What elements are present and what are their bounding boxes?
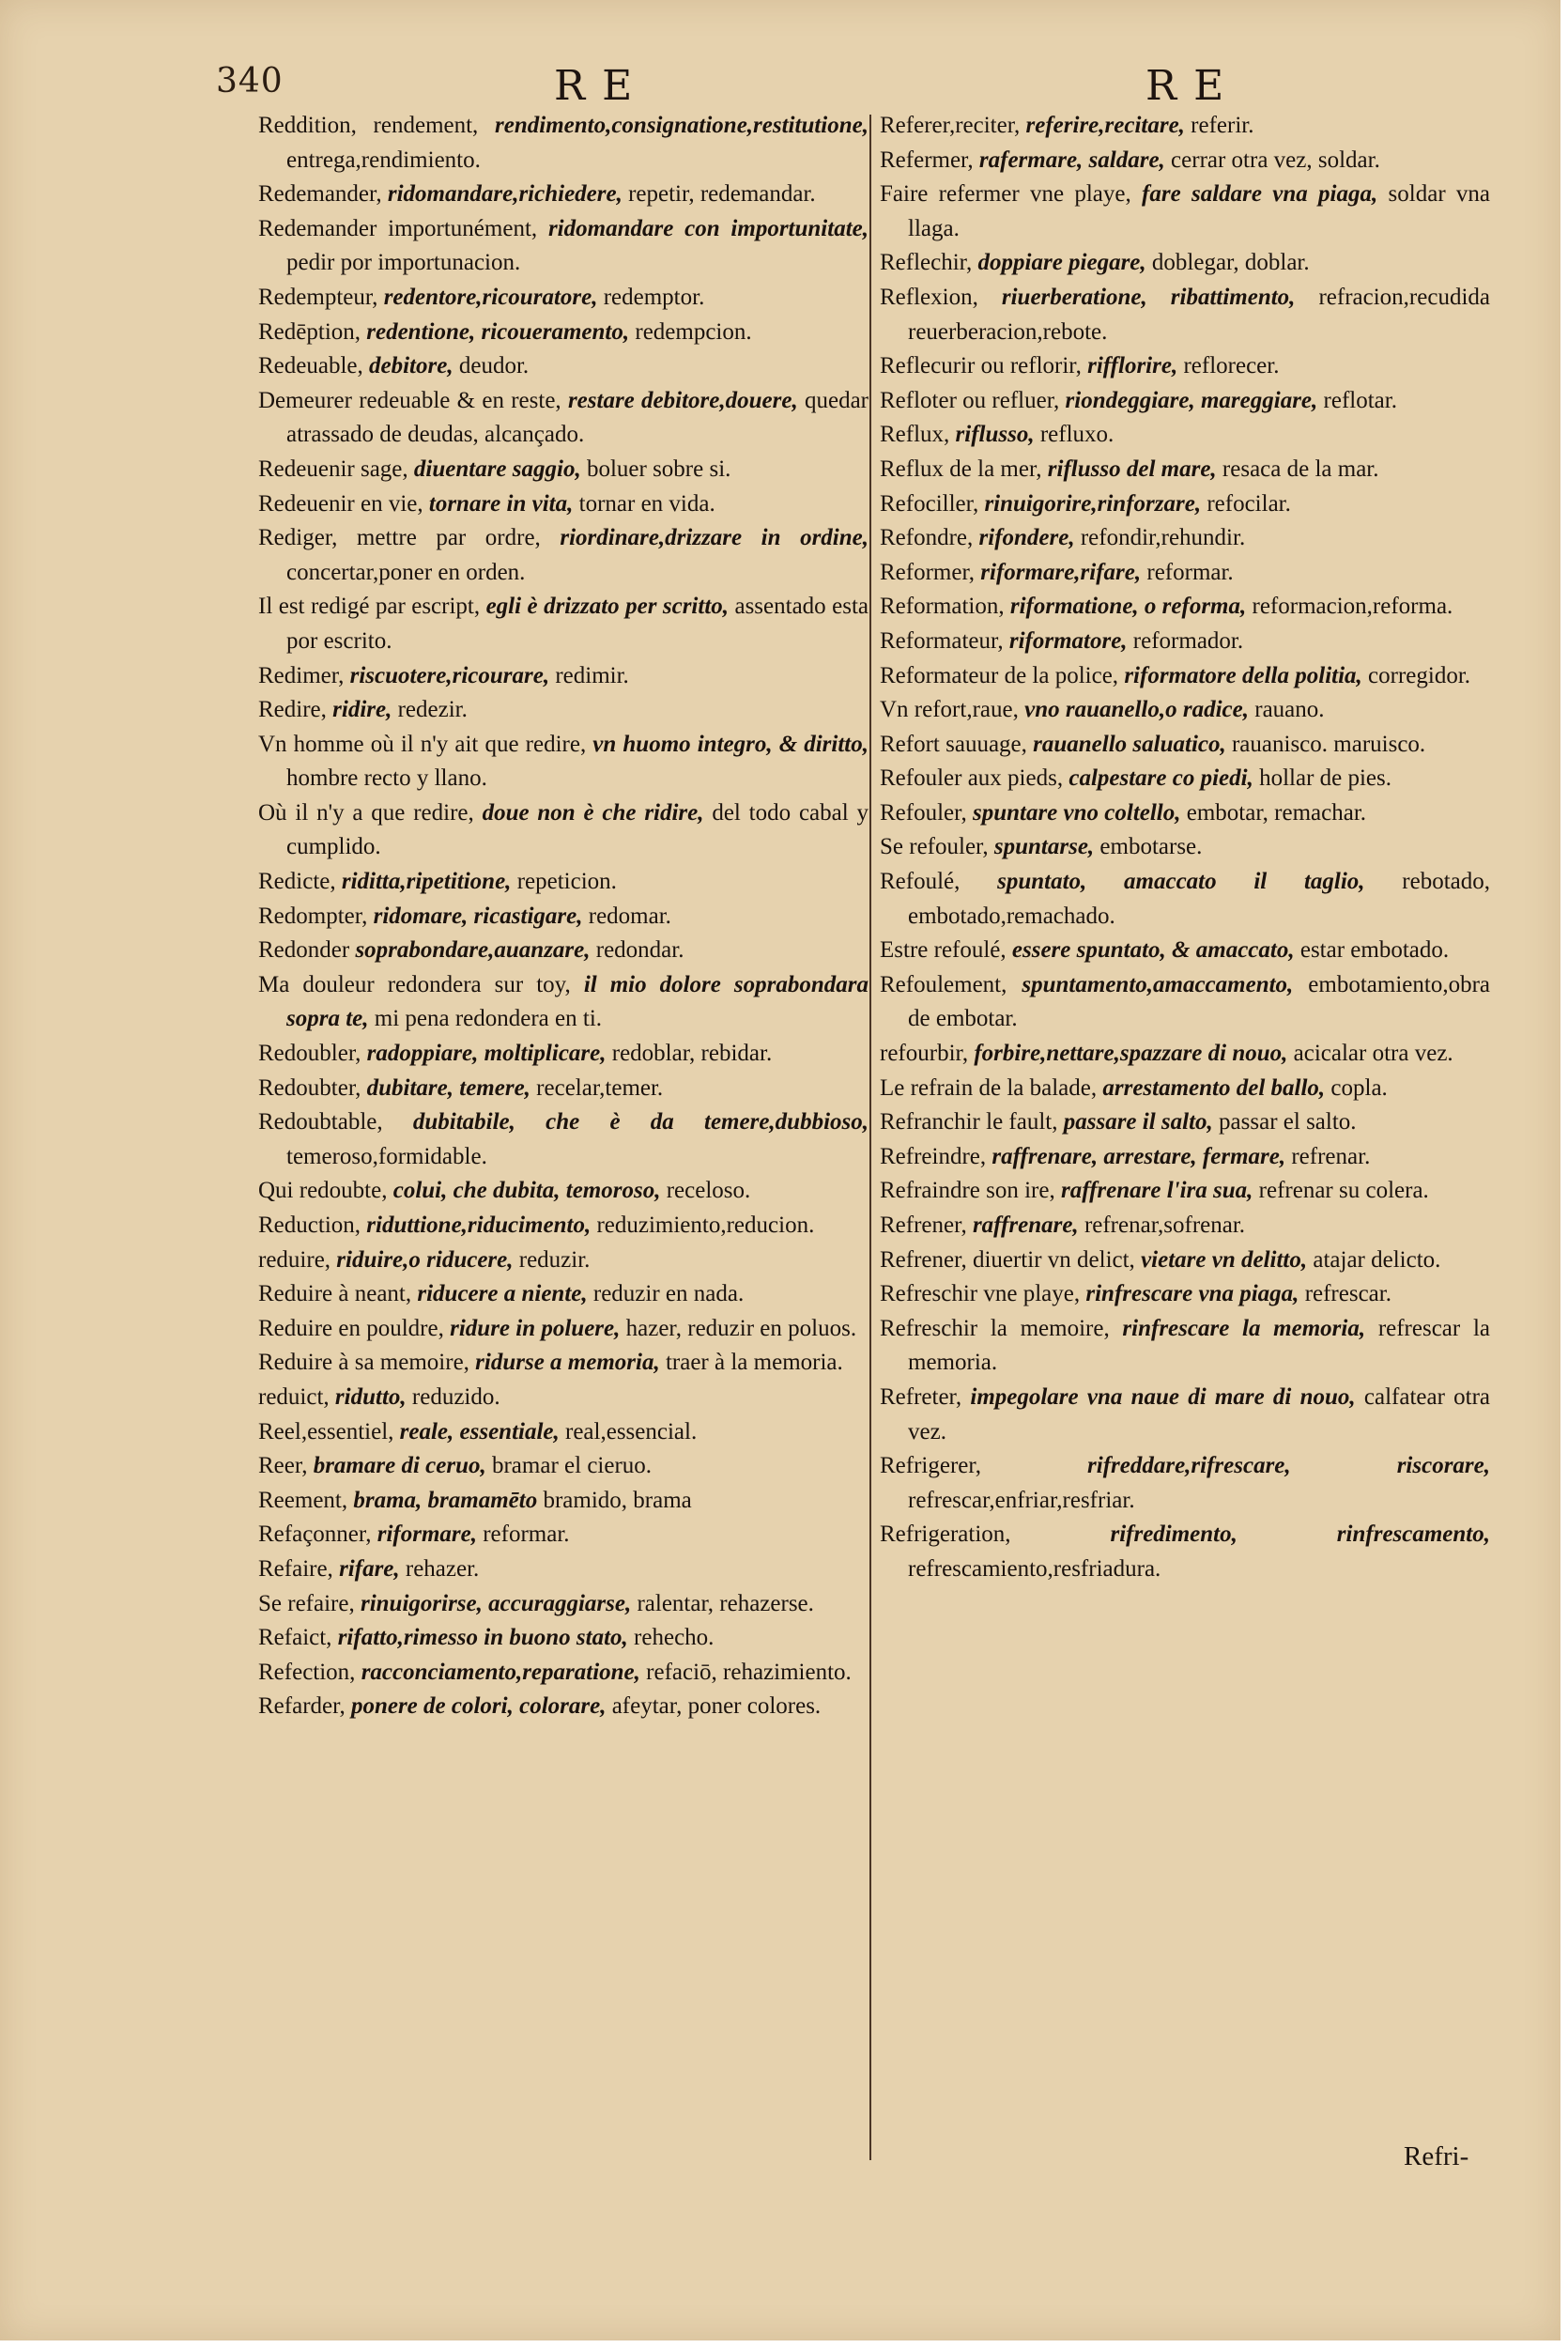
left-column (258, 109, 869, 1724)
french-headword: refourbir, (880, 1041, 969, 1067)
french-headword: Estre refoulé, (880, 937, 1007, 964)
dictionary-entry (880, 1209, 1490, 1244)
italian-equivalent: rinfrescare vna piaga, (1085, 1281, 1299, 1307)
italian-equivalent: spuntato, amaccato il taglio, (997, 869, 1365, 895)
french-headword: Refranchir le fault, (880, 1109, 1058, 1135)
spanish-equivalent: temeroso,formidable. (286, 1143, 487, 1169)
spanish-equivalent: resaca de la mar. (1222, 456, 1379, 482)
dictionary-entry (258, 316, 869, 350)
spanish-equivalent: entrega,rendimiento. (286, 147, 481, 173)
dictionary-entry (258, 1415, 869, 1450)
italian-equivalent: riflusso, (955, 422, 1035, 448)
italian-equivalent: rauanello saluatico, (1033, 731, 1226, 757)
french-headword: Refermer, (880, 147, 974, 173)
dictionary-entry (880, 625, 1490, 659)
dictionary-entry (258, 178, 869, 212)
french-headword: Redimer, (258, 662, 345, 688)
spanish-equivalent: rauanisco. maruisco. (1231, 731, 1426, 757)
french-headword: Redempteur, (258, 284, 378, 310)
italian-equivalent: riformatore, (1008, 627, 1128, 654)
dictionary-entry (880, 1037, 1490, 1072)
french-headword: Redeuenir en vie, (258, 490, 423, 517)
french-headword: Refraindre son ire, (880, 1178, 1055, 1204)
french-headword: Vn homme où il n'y ait que redire, (258, 731, 587, 757)
spanish-equivalent: deudor. (458, 353, 530, 379)
dictionary-entry (258, 728, 869, 796)
spanish-equivalent: afeytar, poner colores. (611, 1693, 822, 1720)
spanish-equivalent: refocilar. (1207, 490, 1291, 517)
italian-equivalent: riduire,o riducere, (336, 1246, 514, 1273)
french-headword: Redēption, (258, 318, 361, 345)
dictionary-entry (880, 521, 1490, 556)
french-headword: Le refrain de la balade, (880, 1074, 1098, 1101)
dictionary-entry (880, 453, 1490, 487)
dictionary-entry (880, 384, 1490, 419)
catchword: Refri- (1404, 2141, 1469, 2171)
dictionary-entry (880, 178, 1490, 246)
french-headword: Il est redigé par escript, (258, 594, 481, 620)
italian-equivalent: riduttione,riducimento, (366, 1213, 592, 1238)
dictionary-entry (258, 109, 869, 178)
dictionary-entry (880, 968, 1490, 1037)
dictionary-entry (880, 487, 1490, 522)
french-headword: Refouler aux pieds, (880, 765, 1064, 792)
dictionary-entry (258, 487, 869, 522)
dictionary-entry (258, 1484, 869, 1519)
french-headword: Refrigeration, (880, 1522, 1011, 1548)
french-headword: Redeuable, (258, 353, 363, 379)
dictionary-entry (880, 144, 1490, 178)
italian-equivalent: rifflorire, (1087, 353, 1178, 379)
spanish-equivalent: redemptor. (603, 284, 705, 310)
french-headword: Redire, (258, 697, 327, 723)
spanish-equivalent: reduzir. (518, 1246, 591, 1273)
spanish-equivalent: embotar, remachar. (1186, 799, 1367, 826)
french-headword: Se refaire, (258, 1590, 355, 1616)
italian-equivalent: riformare,rifare, (980, 559, 1142, 585)
spanish-equivalent: corregidor. (1368, 662, 1471, 688)
dictionary-entry (258, 281, 869, 316)
dictionary-entry (258, 1174, 869, 1209)
french-headword: Reel,essentiel, (258, 1418, 394, 1444)
french-headword: Redemander, (258, 181, 382, 208)
italian-equivalent: raffrenare, arrestare, fermare, (992, 1143, 1286, 1169)
french-headword: Refaçonner, (258, 1522, 372, 1548)
italian-equivalent: vn huomo integro, & diritto, (592, 731, 869, 757)
italian-equivalent: bramare di ceruo, (313, 1453, 486, 1479)
spanish-equivalent: pedir por importunacion. (286, 250, 521, 276)
dictionary-entry (880, 1381, 1490, 1449)
french-headword: Reduire en pouldre, (258, 1315, 444, 1341)
italian-equivalent: rafermare, saldare, (978, 147, 1165, 173)
italian-equivalent: riuerberatione, ribattimento, (1001, 284, 1296, 310)
spanish-equivalent: reformacion,reforma. (1252, 594, 1453, 620)
right-column (880, 109, 1490, 1587)
french-headword: Reduire à sa memoire, (258, 1350, 469, 1376)
dictionary-entry (258, 521, 869, 590)
spanish-equivalent: traer à la memoria. (665, 1350, 843, 1376)
french-headword: Redonder (258, 937, 350, 964)
french-headword: Vn refort,raue, (880, 697, 1019, 723)
dictionary-entry (880, 1518, 1490, 1586)
dictionary-entry (880, 1449, 1490, 1518)
french-headword: Reflechir, (880, 250, 973, 276)
dictionary-entry (880, 1277, 1490, 1312)
column-divider (869, 115, 871, 2160)
spanish-equivalent: reflorecer. (1183, 353, 1280, 379)
french-headword: Refrigerer, (880, 1453, 981, 1479)
dictionary-entry (258, 1037, 869, 1072)
italian-equivalent: racconciamento,reparatione, (361, 1659, 640, 1685)
spanish-equivalent: embotarse. (1099, 834, 1203, 860)
french-headword: reduire, (258, 1246, 331, 1273)
spanish-equivalent: reduzido. (411, 1383, 500, 1410)
dictionary-entry (880, 556, 1490, 591)
french-headword: Reement, (258, 1487, 348, 1513)
spanish-equivalent: refrenar,sofrenar. (1084, 1213, 1246, 1238)
spanish-equivalent: hombre recto y llano. (286, 765, 487, 792)
french-headword: Refrener, (880, 1213, 967, 1238)
french-headword: Reformer, (880, 559, 976, 585)
dictionary-entry (880, 1140, 1490, 1175)
french-headword: Reflux de la mer, (880, 456, 1042, 482)
italian-equivalent: diuentare saggio, (413, 456, 581, 482)
spanish-equivalent: bramido, brama (543, 1487, 692, 1513)
french-headword: Referer,reciter, (880, 113, 1021, 138)
dictionary-entry (258, 1690, 869, 1724)
french-headword: Refreindre, (880, 1143, 987, 1169)
french-headword: Redoubtable, (258, 1109, 383, 1135)
french-headword: Refoulé, (880, 869, 961, 895)
italian-equivalent: forbire,nettare,spazzare di nouo, (974, 1041, 1288, 1067)
italian-equivalent: riditta,ripetitione, (341, 869, 512, 895)
french-headword: Ma douleur redondera sur toy, (258, 971, 571, 997)
spanish-equivalent: rehazer. (405, 1555, 480, 1582)
dictionary-entry (880, 281, 1490, 349)
french-headword: Redeuenir sage, (258, 456, 408, 482)
dictionary-entry (880, 1105, 1490, 1140)
italian-equivalent: rinuigorirse, accuraggiarse, (360, 1590, 632, 1616)
french-headword: Reflecurir ou reflorir, (880, 353, 1082, 379)
italian-equivalent: passare il salto, (1063, 1109, 1213, 1135)
dictionary-entry (258, 1209, 869, 1244)
french-headword: Refloter ou refluer, (880, 387, 1060, 413)
spanish-equivalent: del todo cabal y cumplido. (286, 799, 869, 860)
running-head-right: RE (1145, 62, 1241, 110)
italian-equivalent: rifatto,rimesso in buono stato, (337, 1625, 628, 1651)
italian-equivalent: riformare, (377, 1522, 477, 1548)
spanish-equivalent: receloso. (666, 1178, 751, 1204)
italian-equivalent: calpestare co piedi, (1068, 765, 1253, 792)
dictionary-entry (258, 1656, 869, 1691)
italian-equivalent: egli è drizzato per scritto, (485, 594, 730, 620)
spanish-equivalent: refondir,rehundir. (1080, 525, 1246, 551)
dictionary-entry (880, 762, 1490, 796)
spanish-equivalent: repetir, redemandar. (628, 181, 816, 208)
italian-equivalent: riformatore della politia, (1124, 662, 1362, 688)
spanish-equivalent: reflotar. (1323, 387, 1397, 413)
spanish-equivalent: estar embotado. (1299, 937, 1450, 964)
italian-equivalent: redentione, ricoueramento, (366, 318, 630, 345)
italian-equivalent: raffrenare l'ira sua, (1060, 1178, 1253, 1204)
spanish-equivalent: mi pena redondera en ti. (374, 1006, 603, 1032)
italian-equivalent: rifreddare,rifrescare, riscorare, (1087, 1453, 1490, 1479)
dictionary-entry (258, 453, 869, 487)
dictionary-entry (258, 1277, 869, 1312)
french-headword: Refouler, (880, 799, 967, 826)
dictionary-entry (258, 659, 869, 694)
dictionary-entry (258, 590, 869, 658)
italian-equivalent: rendimento,consignatione,restitutione, (495, 113, 869, 138)
dictionary-entry (258, 1621, 869, 1656)
dictionary-entry (258, 349, 869, 384)
italian-equivalent: arrestamento del ballo, (1102, 1074, 1326, 1101)
spanish-equivalent: refrescar la memoria. (908, 1315, 1490, 1376)
dictionary-entry (880, 659, 1490, 694)
italian-equivalent: impegolare vna naue di mare di nouo, (970, 1383, 1356, 1410)
spanish-equivalent: reduzimiento,reducion. (596, 1213, 815, 1238)
dictionary-entry (880, 590, 1490, 625)
spanish-equivalent: ralentar, rehazerse. (637, 1590, 814, 1616)
spanish-equivalent: real,essencial. (565, 1418, 698, 1444)
spanish-equivalent: concertar,poner en orden. (286, 559, 526, 585)
french-headword: Refreschir la memoire, (880, 1315, 1110, 1341)
spanish-equivalent: copla. (1330, 1074, 1388, 1101)
italian-equivalent: riformatione, o reforma, (1009, 594, 1247, 620)
spanish-equivalent: doblegar, doblar. (1151, 250, 1310, 276)
spanish-equivalent: refrenar. (1291, 1143, 1371, 1169)
italian-equivalent: rifondere, (978, 525, 1075, 551)
dictionary-entry (880, 418, 1490, 453)
spanish-equivalent: soldar vna llaga. (908, 181, 1491, 241)
french-headword: Rediger, mettre par ordre, (258, 525, 541, 551)
italian-equivalent: riordinare,drizzare in ordine, (560, 525, 869, 551)
page-number: 340 (216, 62, 284, 100)
dictionary-entry (880, 1244, 1490, 1278)
italian-equivalent: rinuigorire,rinforzare, (984, 490, 1202, 517)
dictionary-entry (880, 1312, 1490, 1381)
dictionary-entry (880, 934, 1490, 968)
french-headword: Redemander importunément, (258, 215, 538, 241)
spanish-equivalent: refrescamiento,resfriadura. (908, 1555, 1161, 1582)
spanish-equivalent: reduzir en nada. (592, 1281, 745, 1307)
spanish-equivalent: refrescar. (1304, 1281, 1391, 1307)
dictionary-entry (258, 1449, 869, 1484)
french-headword: Refort sauuage, (880, 731, 1027, 757)
italian-equivalent: spuntare vno coltello, (972, 799, 1181, 826)
italian-equivalent: ridurse a memoria, (475, 1350, 660, 1376)
french-headword: Refoulement, (880, 971, 1007, 997)
italian-equivalent: fare saldare vna piaga, (1142, 181, 1378, 208)
french-headword: reduict, (258, 1383, 330, 1410)
italian-equivalent: rinfrescare la memoria, (1122, 1315, 1366, 1341)
spanish-equivalent: quedar atrassado de deudas, alcançado. (286, 387, 869, 448)
dictionary-entry (258, 384, 869, 453)
french-headword: Reddition, rendement, (258, 113, 479, 138)
spanish-equivalent: boluer sobre si. (586, 456, 731, 482)
italian-equivalent: ridure in poluere, (450, 1315, 621, 1341)
french-headword: Refondre, (880, 525, 974, 551)
dictionary-entry (258, 1244, 869, 1278)
italian-equivalent: riflusso del mare, (1047, 456, 1217, 482)
spanish-equivalent: redezir. (397, 697, 468, 723)
italian-equivalent: colui, che dubita, temoroso, (392, 1178, 661, 1204)
dictionary-entry (258, 1587, 869, 1622)
spanish-equivalent: cerrar otra vez, soldar. (1171, 147, 1380, 173)
spanish-equivalent: passar el salto. (1219, 1109, 1357, 1135)
italian-equivalent: spuntamento,amaccamento, (1022, 971, 1294, 997)
spanish-equivalent: hazer, reduzir en poluos. (625, 1315, 857, 1341)
spanish-equivalent: referir. (1191, 113, 1254, 138)
french-headword: Refaict, (258, 1625, 332, 1651)
spanish-equivalent: redempcion. (635, 318, 752, 345)
french-headword: Reer, (258, 1453, 308, 1479)
french-headword: Refaire, (258, 1555, 333, 1582)
dictionary-entry (258, 1105, 869, 1174)
dictionary-entry (880, 728, 1490, 763)
italian-equivalent: ridire, (332, 697, 392, 723)
french-headword: Redoubter, (258, 1074, 361, 1101)
french-headword: Refreter, (880, 1383, 962, 1410)
italian-equivalent: il mio dolore soprabondara sopra te, (286, 971, 869, 1032)
dictionary-entry (258, 1552, 869, 1587)
italian-equivalent: essere spuntato, & amaccato, (1011, 937, 1295, 964)
italian-equivalent: dubitare, temere, (366, 1074, 530, 1101)
french-headword: Où il n'y a que redire, (258, 799, 474, 826)
spanish-equivalent: refracion,recudida reuerberacion,rebote. (908, 284, 1490, 345)
dictionary-entry (258, 1312, 869, 1347)
french-headword: Demeurer redeuable & en reste, (258, 387, 561, 413)
dictionary-entry (880, 830, 1490, 865)
italian-equivalent: ridomandare,richiedere, (387, 181, 623, 208)
dictionary-entry (880, 865, 1490, 934)
french-headword: Reduire à neant, (258, 1281, 412, 1307)
dictionary-entry (880, 693, 1490, 728)
dictionary-entry (258, 968, 869, 1037)
spanish-equivalent: acicalar otra vez. (1293, 1041, 1453, 1067)
spanish-equivalent: rebotado, embotado,remachado. (908, 869, 1491, 929)
french-headword: Reformateur, (880, 627, 1004, 654)
french-headword: Faire refermer vne playe, (880, 181, 1131, 208)
dictionary-entry (880, 1072, 1490, 1106)
italian-equivalent: vno rauanello,o radice, (1024, 697, 1249, 723)
italian-equivalent: referire,recitare, (1025, 113, 1185, 138)
italian-equivalent: riscuotere,ricourare, (349, 662, 550, 688)
spanish-equivalent: atajar delicto. (1313, 1246, 1441, 1273)
french-headword: Reformation, (880, 594, 1005, 620)
spanish-equivalent: refluxo. (1039, 422, 1115, 448)
italian-equivalent: soprabondare,auanzare, (355, 937, 591, 964)
french-headword: Refociller, (880, 490, 979, 517)
spanish-equivalent: tornar en vida. (578, 490, 715, 517)
french-headword: Reformateur de la police, (880, 662, 1119, 688)
spanish-equivalent: recelar,temer. (536, 1074, 664, 1101)
french-headword: Reflux, (880, 422, 950, 448)
spanish-equivalent: reformador. (1132, 627, 1244, 654)
french-headword: Refarder, (258, 1693, 346, 1720)
spanish-equivalent: rauano. (1254, 697, 1325, 723)
italian-equivalent: ridomare, ricastigare, (373, 903, 583, 929)
dictionary-entry (258, 1072, 869, 1106)
dictionary-entry (258, 1518, 869, 1552)
spanish-equivalent: redondar. (595, 937, 684, 964)
spanish-equivalent: refrescar,enfriar,resfriar. (908, 1487, 1135, 1513)
spanish-equivalent: calfatear otra vez. (908, 1383, 1491, 1444)
spanish-equivalent: bramar el cieruo. (491, 1453, 653, 1479)
italian-equivalent: riondeggiare, mareggiare, (1065, 387, 1318, 413)
italian-equivalent: doppiare piegare, (977, 250, 1146, 276)
french-headword: Reduction, (258, 1213, 361, 1238)
dictionary-entry (258, 796, 869, 865)
italian-equivalent: riducere a niente, (417, 1281, 588, 1307)
dictionary-entry (880, 109, 1490, 144)
french-headword: Reflexion, (880, 284, 978, 310)
italian-equivalent: debitore, (369, 353, 453, 379)
french-headword: Redompter, (258, 903, 368, 929)
spanish-equivalent: redomar. (588, 903, 671, 929)
french-headword: Refection, (258, 1659, 356, 1685)
italian-equivalent: ponere de colori, colorare, (350, 1693, 607, 1720)
french-headword: Refreschir vne playe, (880, 1281, 1081, 1307)
french-headword: Redoubler, (258, 1041, 361, 1067)
italian-equivalent: restare debitore,douere, (567, 387, 798, 413)
spanish-equivalent: embotamiento,obra de embotar. (908, 971, 1490, 1032)
dictionary-entry (258, 212, 869, 281)
spanish-equivalent: reformar. (1146, 559, 1234, 585)
italian-equivalent: ridomandare con importunitate, (547, 215, 869, 241)
dictionary-entry (258, 693, 869, 728)
dictionary-entry (258, 1381, 869, 1415)
spanish-equivalent: reformar. (483, 1522, 570, 1548)
running-head-left: RE (554, 62, 650, 110)
dictionary-entry (880, 796, 1490, 831)
italian-equivalent: tornare in vita, (428, 490, 574, 517)
italian-equivalent: reale, essentiale, (399, 1418, 560, 1444)
italian-equivalent: doue non è che ridire, (482, 799, 704, 826)
dictionary-entry (258, 900, 869, 935)
italian-equivalent: raffrenare, (972, 1213, 1079, 1238)
dictionary-entry (880, 1174, 1490, 1209)
spanish-equivalent: redoblar, rebidar. (611, 1041, 773, 1067)
dictionary-entry (880, 246, 1490, 281)
italian-equivalent: rifare, (339, 1555, 400, 1582)
spanish-equivalent: hollar de pies. (1259, 765, 1392, 792)
italian-equivalent: spuntarse, (993, 834, 1095, 860)
spanish-equivalent: rehecho. (634, 1625, 715, 1651)
spanish-equivalent: redimir. (555, 662, 629, 688)
spanish-equivalent: repeticion. (516, 869, 617, 895)
dictionary-entry (258, 1346, 869, 1381)
french-headword: Se refouler, (880, 834, 989, 860)
spanish-equivalent: assentado esta por escrito. (286, 594, 869, 654)
dictionary-entry (258, 865, 869, 900)
dictionary-entry (880, 349, 1490, 384)
italian-equivalent: rifredimento, rinfrescamento, (1110, 1522, 1491, 1548)
italian-equivalent: redentore,ricouratore, (383, 284, 598, 310)
dictionary-entry (258, 934, 869, 968)
spanish-equivalent: refrenar su colera. (1258, 1178, 1429, 1204)
italian-equivalent: vietare vn delitto, (1141, 1246, 1308, 1273)
french-headword: Redicte, (258, 869, 336, 895)
italian-equivalent: radoppiare, moltiplicare, (366, 1041, 607, 1067)
italian-equivalent: brama, bramamēto (353, 1487, 538, 1513)
italian-equivalent: ridutto, (334, 1383, 407, 1410)
italian-equivalent: dubitabile, che è da temere,dubbioso, (412, 1109, 869, 1135)
spanish-equivalent: refaciō, rehazimiento. (646, 1659, 852, 1685)
french-headword: Refrener, diuertir vn delict, (880, 1246, 1135, 1273)
french-headword: Qui redoubte, (258, 1178, 388, 1204)
